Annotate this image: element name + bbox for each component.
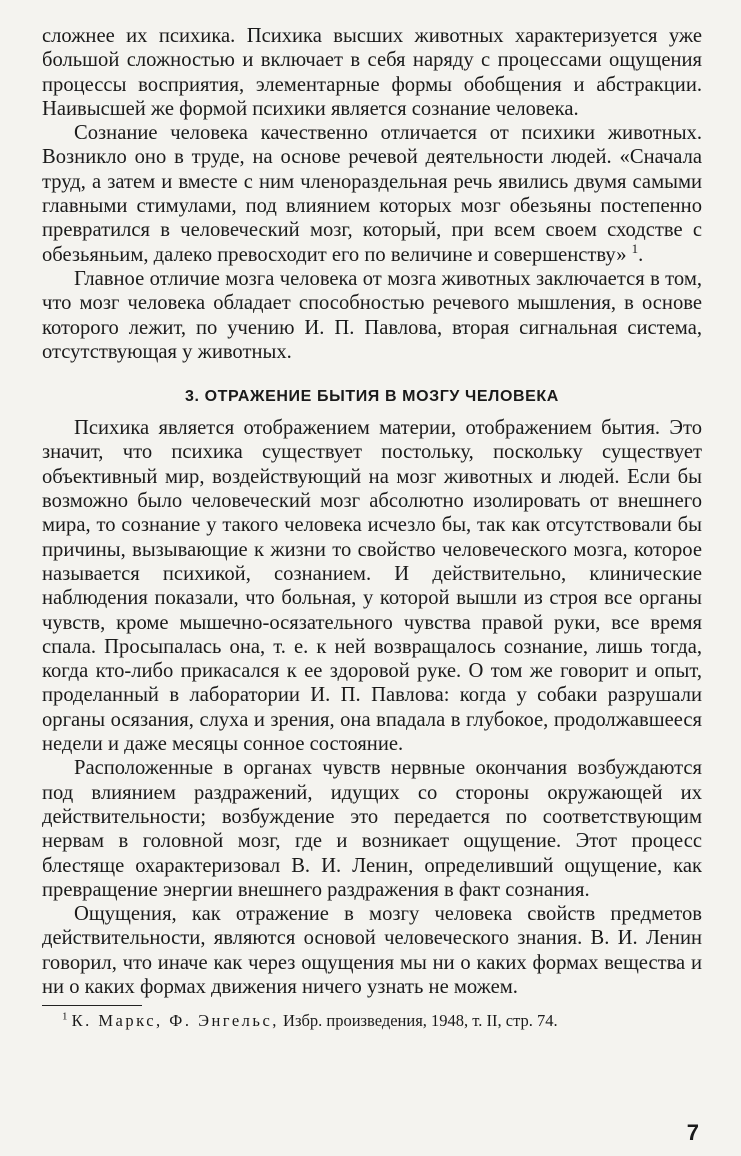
paragraph-consciousness-text: Сознание человека качественно отличается от психики животных. Возникло оно в труде, на основе речевой деятельности людей. «Сначала труд, а затем и вместе с ним членораздельная речь явились двумя самыми главными стимулами, под влиянием которых мозг обезьяны постепенно превратился в человеческий мозг, который, при всем своем сходстве с обезьяньим, далеко превосходит его по величине и совершенству» [42,122,702,266]
footnote-divider [42,1005,142,1006]
page-number: 7 [686,1120,699,1145]
footnote-number: 1 [62,1010,68,1023]
footnote-text: Избр. произведения, 1948, т. II, стр. 74. [283,1011,558,1031]
paragraph-nerve-endings: Расположенные в органах чувств нервные окончания возбуждаются под влиянием раздражений, идущих со стороны окружающей их действительности; возбуждение это передается по соответствующим нервам в головной мозг, где и возникает ощущение. Этот процесс блестяще охарактеризовал В. И. Ленин, определивший ощущение, как превращение энергии внешнего раздражения в факт сознания. [42,757,702,901]
paragraph-consciousness: Сознание человека качественно отличается от психики животных. Возникло оно в труде, на основе речевой деятельности людей. «Сначала труд, а затем и вместе с ним членораздельная речь явились двумя самыми главными стимулами, под влиянием которых мозг обезьяны постепенно превратился в человеческий мозг, который, при всем своем сходстве с обезьяньим, далеко превосходит его по величине и совершенству» $^1$. [42,122,702,266]
footnote [42,1010,702,1032]
book-page [42,24,702,1032]
paragraph-continuation: сложнее их психика. Психика высших животных характеризуется уже большой сложностью и включает в себя наряду с процессами ощущения процессы восприятия, элементарные формы обобщения и абстракции. Наивысшей же формой психики является сознание человека. [42,25,702,120]
paragraph-sensations: Ощущения, как отражение в мозгу человека свойств предметов действительности, являются основой человеческого знания. В. И. Ленин говорил, что иначе как через ощущения мы ни о каких формах вещества и ни о каких формах движения ничего узнать не можем. [42,903,702,998]
paragraph-psyche-reflection: Психика является отображением материи, отображением бытия. Это значит, что психика существует постольку, поскольку существует объективный мир, воздействующий на мозг животных и людей. Если бы возможно было человеческий мозг абсолютно изолировать от внешнего мира, то сознание у такого человека исчезло бы, так как отсутствовали бы причины, вызывающие к жизни то свойство человеческого мозга, которое называется психикой, сознанием. И действительно, клинические наблюдения показали, что больная, у которой вышли из строя все органы чувств, кроме мышечно-осязательного чувства правой руки, все время спала. Просыпалась она, т. е. к ней возвращалось сознание, лишь тогда, когда кто-либо прикасался к ее здоровой руке. О том же говорит и опыт, проделанный в лаборатории И. П. Павлова: когда у собаки разрушали органы осязания, слуха и зрения, она впадала в глубокое, продолжавшееся недели и даже месяцы сонное состояние. [42,417,702,756]
footnote-reference: 1 [631,240,639,256]
footnote-authors: К. Маркс, Ф. Энгельс, [71,1011,279,1031]
section-heading: 3. ОТРАЖЕНИЕ БЫТИЯ В МОЗГУ ЧЕЛОВЕКА [185,388,559,406]
paragraph-brain-difference: Главное отличие мозга человека от мозга животных заключается в том, что мозг человека обладает способностью речевого мышления, в основе которого лежит, по учению И. П. Павлова, вторая сигнальная система, отсутствующая у животных. [42,267,702,363]
